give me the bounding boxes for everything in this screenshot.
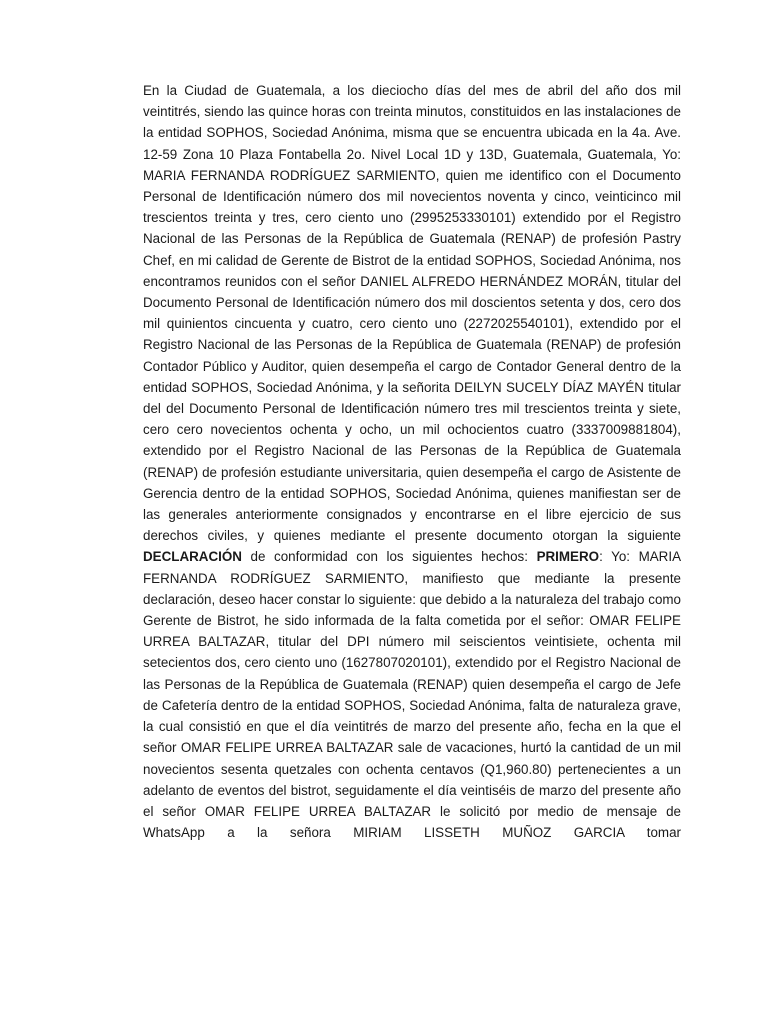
- declaration-body-text: [143, 80, 681, 843]
- text-segment-primero-body: : Yo: MARIA FERNANDA RODRÍGUEZ SARMIENTO, manifiesto que mediante la presente declaración, deseo hacer constar lo siguiente: que debido a la naturaleza del trabajo como Gerente de Bistrot, he sido informada de la falta cometida por el señor: OMAR FELIPE URREA BALTAZAR, titular del DPI número mil seiscientos veintisiete, ochenta mil setecientos dos, cero ciento uno (1627807020101), extendido por el Registro Nacional de las Personas de la República de Guatemala (RENAP) quien desempeña el cargo de Jefe de Cafetería dentro de la entidad SOPHOS, Sociedad Anónima, falta de naturaleza grave, la cual consistió en que el día veintitrés de marzo del presente año, fecha en la que el señor OMAR FELIPE URREA BALTAZAR sale de vacaciones, hurtó la cantidad de un mil novecientos sesenta quetzales con ochenta centavos (Q1,960.80) pertenecientes a un adelanto de eventos del bistrot, seguidamente el día veintiséis de marzo del presente año el señor OMAR FELIPE URREA BALTAZAR le solicitó por medio de mensaje de WhatsApp a la señora MIRIAM LISSETH MUÑOZ GARCIA tomar: [143, 549, 681, 841]
- text-segment-intro: En la Ciudad de Guatemala, a los dieciocho días del mes de abril del año dos mil veintitrés, siendo las quince horas con treinta minutos, constituidos en las instalaciones de la entidad SOPHOS, Sociedad Anónima, misma que se encuentra ubicada en la 4a. Ave. 12-59 Zona 10 Plaza Fontabella 2o. Nivel Local 1D y 13D, Guatemala, Guatemala, Yo: MARIA FERNANDA RODRÍGUEZ SARMIENTO, quien me identifico con el Documento Personal de Identificación número dos mil novecientos noventa y cinco, veinticinco mil trescientos treinta y tres, cero ciento uno (2995253330101) extendido por el Registro Nacional de las Personas de la República de Guatemala (RENAP) de profesión Pastry Chef, en mi calidad de Gerente de Bistrot de la entidad SOPHOS, Sociedad Anónima, nos encontramos reunidos con el señor DANIEL ALFREDO HERNÁNDEZ MORÁN, titular del Documento Personal de Identificación número dos mil doscientos setenta y dos, cero dos mil quinientos cincuenta y cuatro, cero ciento uno (2272025540101), extendido por el Registro Nacional de las Personas de la República de Guatemala (RENAP) de profesión Contador Público y Auditor, quien desempeña el cargo de Contador General dentro de la entidad SOPHOS, Sociedad Anónima, y la señorita DEILYN SUCELY DÍAZ MAYÉN titular del del Documento Personal de Identificación número tres mil trescientos treinta y siete, cero cero novecientos ochenta y ocho, un mil ochocientos cuatro (3337009881804), extendido por el Registro Nacional de las Personas de la República de Guatemala (RENAP) de profesión estudiante universitaria, quien desempeña el cargo de Asistente de Gerencia dentro de la entidad SOPHOS, Sociedad Anónima, quienes manifiestan ser de las generales anteriormente consignados y encontrarse en el libre ejercicio de sus derechos civiles, y quienes mediante el presente documento otorgan la siguiente: [143, 83, 681, 544]
- text-segment-declaracion-heading: DECLARACIÓN: [143, 549, 242, 565]
- text-segment-primero-heading: PRIMERO: [536, 549, 600, 565]
- text-segment-conformidad: de conformidad con los siguientes hechos:: [241, 549, 537, 565]
